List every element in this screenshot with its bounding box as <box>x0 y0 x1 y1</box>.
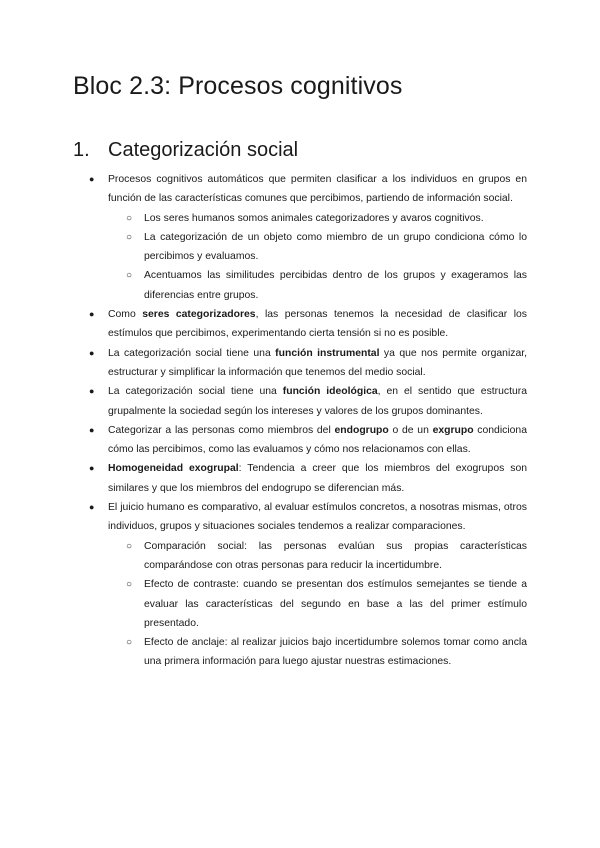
list-item <box>0 305 527 344</box>
bullet-icon: ● <box>89 424 95 435</box>
hollow-bullet-icon: ○ <box>126 212 133 224</box>
bullet-icon: ● <box>89 386 95 397</box>
bullet-icon: ● <box>89 347 95 358</box>
section-title: Categorización social <box>108 139 299 161</box>
hollow-bullet-icon: ○ <box>126 540 133 552</box>
item-text: El juicio humano es comparativo, al evaluar estímulos concretos, a nosotras mismas, otros individuos, grupos y situaciones sociales tendemos a realizar comparaciones. <box>108 502 527 533</box>
item-text: o de un <box>388 424 433 436</box>
page-title: Bloc 2.3: Procesos cognitivos <box>73 72 403 100</box>
bullet-list <box>0 170 600 672</box>
item-text: Comparación social: las personas evalúan sus propias características comparándose con otras personas para reducir la incertidumbre. <box>144 540 527 571</box>
bold-term: Homogeneidad exogrupal <box>108 463 239 475</box>
bold-term: función instrumental <box>275 347 380 359</box>
sub-list-item <box>0 228 527 267</box>
item-text: Categorizar a las personas como miembros del <box>108 424 335 436</box>
sub-list-item <box>0 266 527 305</box>
item-text: Como <box>108 309 143 321</box>
list-item <box>0 459 527 498</box>
section-heading <box>73 139 298 162</box>
sub-list-item <box>0 209 527 228</box>
sub-list-item <box>0 537 527 576</box>
bold-term: endogrupo <box>334 424 389 436</box>
item-text: , las personas tenemos la necesidad de clasificar los estímulos que percibimos, experimentando cierta tensión si no es posible. <box>108 309 527 340</box>
item-text: : Tendencia a creer que los miembros del exogrupos son similares y que los miembros del endogrupo se diferencian más. <box>108 463 527 494</box>
hollow-bullet-icon: ○ <box>126 637 133 649</box>
bullet-icon: ● <box>89 502 95 513</box>
bold-term: función ideológica <box>282 386 378 398</box>
bullet-icon: ● <box>89 463 95 474</box>
list-item <box>0 498 527 537</box>
bullet-icon: ● <box>89 174 95 184</box>
section-number: 1. <box>73 139 90 161</box>
hollow-bullet-icon: ○ <box>126 270 133 282</box>
item-text: Acentuamos las similitudes percibidas dentro de los grupos y exageramos las diferencias entre grupos. <box>144 270 527 301</box>
sub-list-item <box>0 575 527 633</box>
list-item <box>0 421 527 460</box>
item-text: condiciona cómo las percibimos, como las evaluamos y cómo nos relacionamos con ellas. <box>108 424 527 456</box>
item-text: ya que nos permite organizar, estructurar y simplificar la información que tenemos del medio social. <box>108 347 527 378</box>
item-text: La categorización de un objeto como miembro de un grupo condiciona cómo lo percibimos y evaluamos. <box>144 231 527 263</box>
item-text: Procesos cognitivos automáticos que permiten clasificar a los individuos en grupos en función de las características comunes que percibimos, partiendo de información social. <box>108 174 527 205</box>
item-text: La categorización social tiene una <box>108 386 283 398</box>
item-text: , en el sentido que estructura grupalmente la sociedad según los intereses y valores de los grupos dominantes. <box>108 386 527 417</box>
item-text: Los seres humanos somos animales categorizadores y avaros cognitivos. <box>144 212 484 224</box>
item-text: La categorización social tiene una <box>108 347 276 359</box>
item-text: Efecto de contraste: cuando se presentan dos estímulos semejantes se tiende a evaluar las características del segundo en base a las del primer estímulo presentado. <box>144 579 527 629</box>
list-item <box>0 344 527 383</box>
hollow-bullet-icon: ○ <box>126 579 133 591</box>
hollow-bullet-icon: ○ <box>126 231 133 243</box>
list-item <box>0 382 527 421</box>
sub-list-item <box>0 633 527 672</box>
bold-term: seres categorizadores <box>142 309 256 321</box>
item-text: Efecto de anclaje: al realizar juicios bajo incertidumbre solemos tomar como ancla una primera información para luego ajustar nuestras estimaciones. <box>144 637 527 668</box>
list-item <box>0 170 527 209</box>
bold-term: exgrupo <box>432 424 474 436</box>
bullet-icon: ● <box>89 309 95 320</box>
